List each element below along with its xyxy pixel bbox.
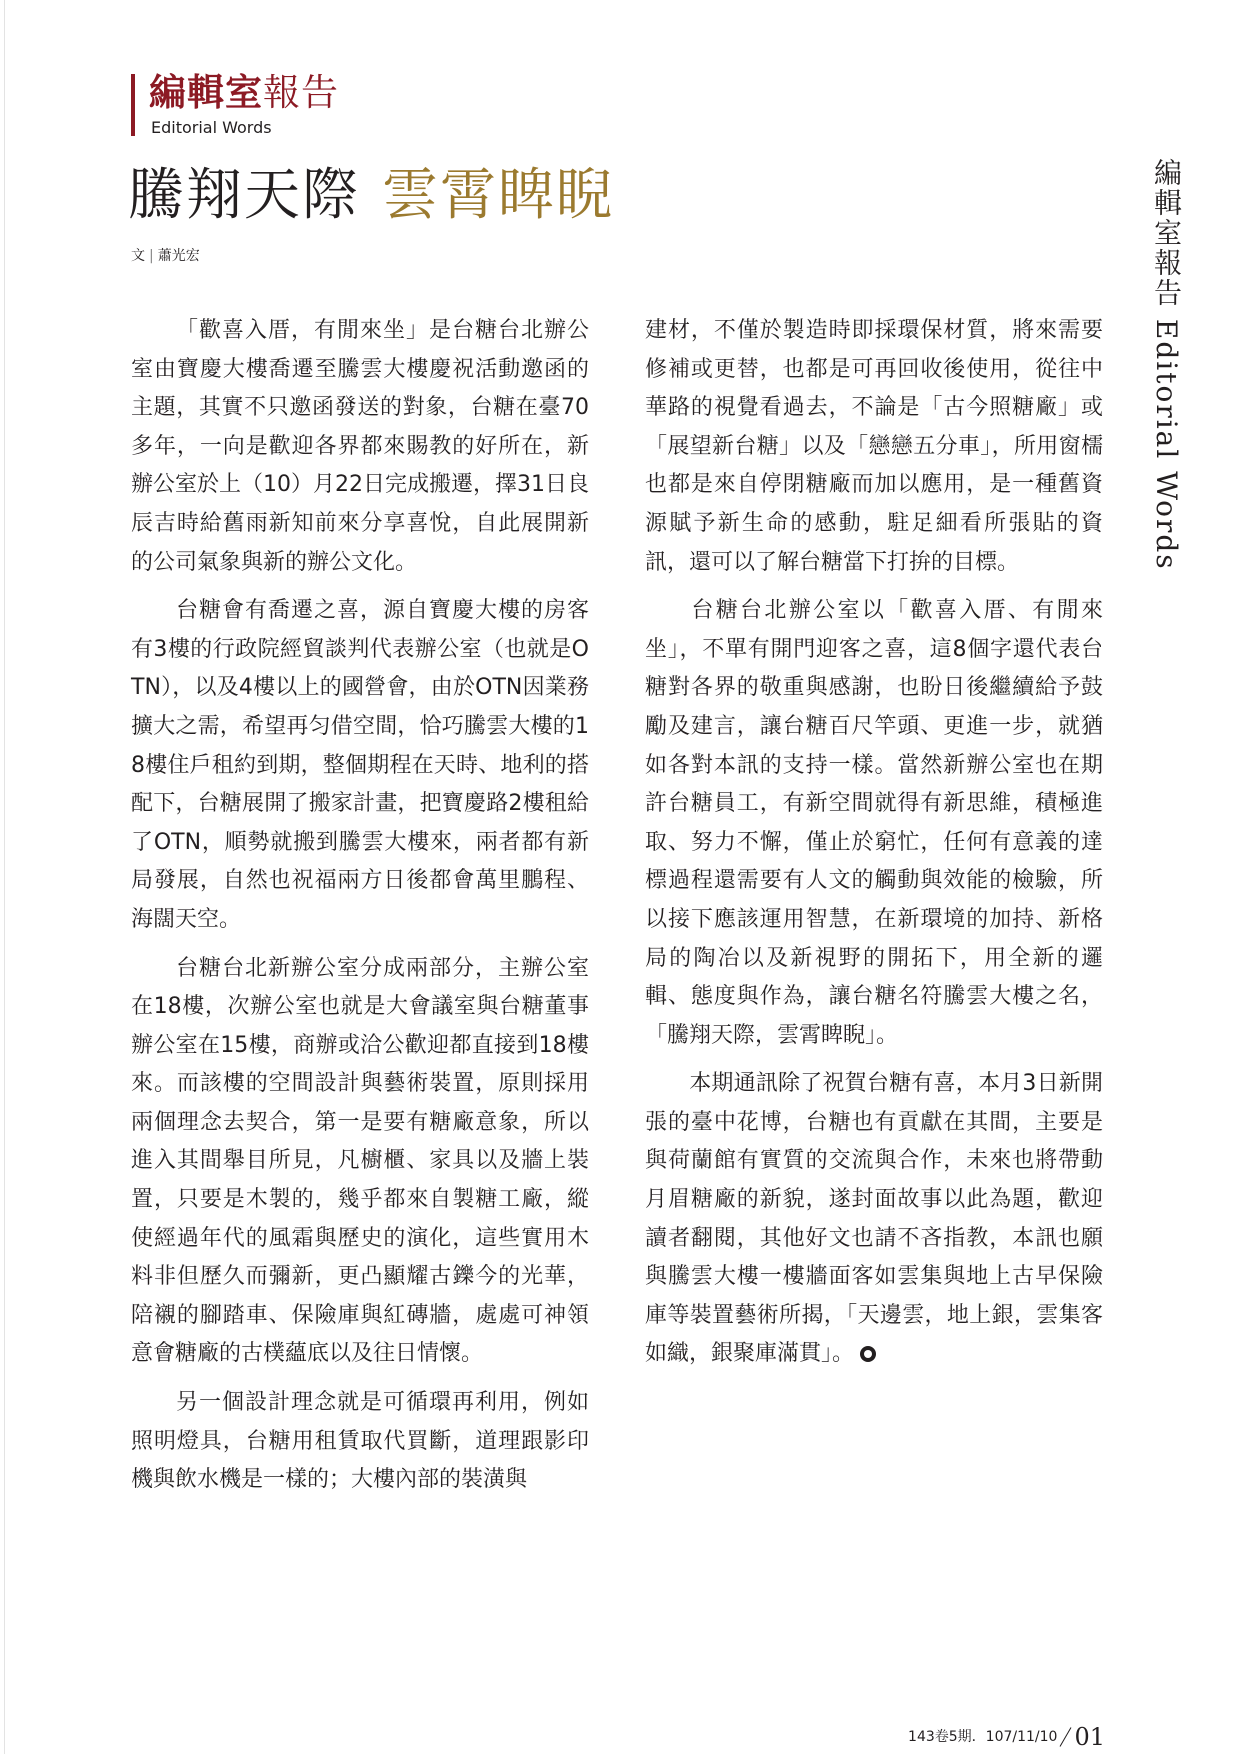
paragraph: 另一個設計理念就是可循環再利用，例如照明燈具，台糖用租賃取代買斷，道理跟影印機與飲水機是一樣的；大樓內部的裝潢與 [131,1390,589,1493]
paragraph: 台糖台北辦公室以「歡喜入厝、有閒來坐」，不單有開門迎客之喜，這8個字還代表台糖對各界的敬重與感謝，也盼日後繼續給予鼓勵及建言，讓台糖百尺竿頭、更進一步，就猶如各對本訊的支持一樣。當然新辦公室也在期許台糖員工，有新空間就得有新思維，積極進取、努力不懈，僅止於窮忙，任何有意義的達標過程還需要有人文的觸動與效能的檢驗，所以接下應該運用智慧，在新環境的加持、新格局的陶冶以及新視野的開拓下，用全新的邏輯、態度與作為，讓台糖名符騰雲大樓之名，「騰翔天際，雲霄睥睨」。 [645,598,1103,1048]
footer-slash-divider [1060,1727,1072,1747]
end-mark-icon [860,1346,876,1362]
article-column-left [131,312,589,1500]
section-accent-bar [131,74,135,136]
page-number: 01 [1074,1723,1105,1751]
paragraph: 台糖台北新辦公室分成兩部分，主辦公室在18樓，次辦公室也就是大會議室與台糖董事辦公室在15樓，商辦或洽公歡迎都直接到18樓來。而該樓的空間設計與藝術裝置，原則採用兩個理念去契合，第一是要有糖廠意象，所以進入其間舉目所見，凡櫥櫃、家具以及牆上裝置，只要是木製的，幾乎都來自製糖工廠，縱使經過年代的風霜與歷史的演化，這些實用木料非但歷久而彌新，更凸顯耀古鑠今的光華，陪襯的腳踏車、保險庫與紅磚牆，處處可神領意會糖廠的古樸蘊底以及往日情懷。 [131,955,589,1367]
headline-part-2: 雲霄睥睨 [382,163,614,228]
paragraph: 「歡喜入厝，有閒來坐」是台糖台北辦公室由寶慶大樓喬遷至騰雲大樓慶祝活動邀函的主題，其實不只邀函發送的對象，台糖在臺70多年，一向是歡迎各界都來賜教的好所在，新辦公室於上（10）月22日完成搬遷，擇31日良辰吉時給舊雨新知前來分享喜悅，自此展開新的公司氣象與新的辦公文化。 [131,318,589,575]
byline-separator: | [149,248,154,264]
paragraph: 建材，不僅於製造時即採環保材質，將來需要修補或更替，也都是可再回收後使用，從往中華路的視覺看過去，不論是「古今照糖廠」或「展望新台糖」以及「戀戀五分車」，所用窗檽也都是來自停閉糖廠而加以應用，是一種舊資源賦予新生命的感動，駐足細看所張貼的資訊，還可以了解台糖當下打拚的目標。 [645,318,1103,575]
section-title-rest: 報告 [263,71,339,114]
byline [131,246,200,266]
article-column-right [645,312,1103,1374]
section-title [149,70,339,115]
paragraph: 台糖會有喬遷之喜，源自寶慶大樓的房客有3樓的行政院經貿談判代表辦公室（也就是OTN），以及4樓以上的國營會，由於OTN因業務擴大之需，希望再匀借空間，恰巧騰雲大樓的18樓住戶租約到期，整個期程在天時、地利的搭配下，台糖展開了搬家計畫，把寶慶路2樓租給了OTN，順勢就搬到騰雲大樓來，兩者都有新局發展，自然也祝福兩方日後都會萬里鵬程、海闊天空。 [131,598,589,932]
vertical-section-tab: 編輯室報告 Editorial Words [1150,158,1183,571]
byline-author: 蕭光宏 [157,248,200,264]
section-subtitle-en: Editorial Words [151,118,272,137]
byline-label: 文 [131,248,145,264]
page-edge-line [4,0,5,1754]
paragraph: 本期通訊除了祝賀台糖有喜，本月3日新開張的臺中花博，台糖也有貢獻在其間，主要是與荷蘭館有實質的交流與合作，未來也將帶動月眉糖廠的新貌，遂封面故事以此為題，歡迎讀者翻閱，其他好文也請不吝指教，本訊也願與騰雲大樓一樓牆面客如雲集與地上古早保險庫等裝置藝術所揭，「天邊雲，地上銀，雲集客如織，銀聚庫滿貫」。 [645,1071,1103,1367]
article-headline [128,160,614,232]
page-footer [908,1723,1105,1751]
section-title-strong: 編輯室 [149,70,263,114]
headline-part-1: 騰翔天際 [128,163,360,228]
issue-info: 143卷5期．107/11/10 [908,1729,1058,1745]
